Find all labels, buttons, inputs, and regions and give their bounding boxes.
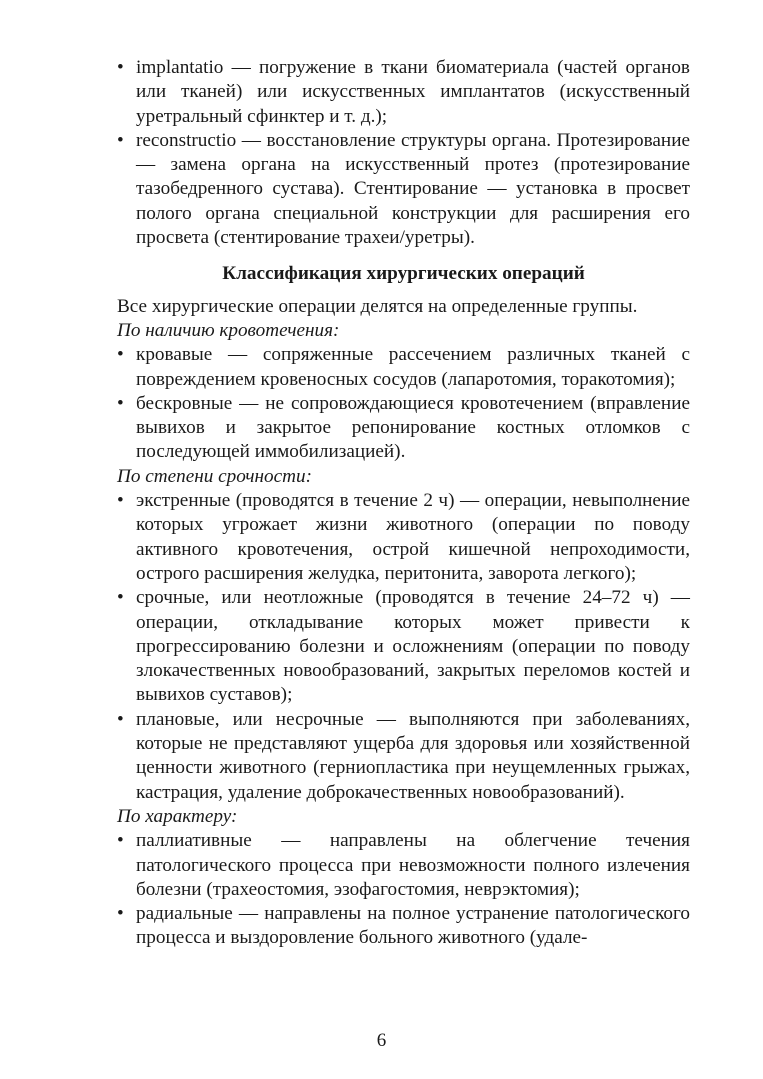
page-body <box>117 56 690 951</box>
bullet: • <box>117 129 124 151</box>
page-number: 6 <box>376 1030 387 1051</box>
list-item <box>117 56 690 129</box>
subsection-title: По наличию кровотечения: <box>117 319 340 341</box>
list-item-text: срочные, или неотложные (проводятся в течение 24–72 ч) — операции, откладывание которых может привести к прогрессированию болезни и осложнениям (операции по поводу злокачественных новообразований, закрытых переломов костей и вывихов суставов); <box>136 587 690 706</box>
bullet: • <box>117 344 124 366</box>
list-item-text: reconstructio — восстановление структуры органа. Протезирование — замена органа на искусственный протез (протезирование тазобедренного сустава). Стентирование — установка в просвет полого органа специальной конструкции для расширения его просвета (стентирование трахеи/уретры). <box>136 129 690 249</box>
subsection-title: По степени срочности: <box>117 465 312 487</box>
list-item-text: радиальные — направлены на полное устранение патологического процесса и выздоровление больного животного (удале- <box>136 903 690 949</box>
list-item <box>117 392 690 465</box>
list-item <box>117 489 690 586</box>
list-item <box>117 129 690 250</box>
bullet: • <box>117 708 124 730</box>
subsection-title: По характеру: <box>117 805 238 827</box>
list-item <box>117 343 690 392</box>
intro-paragraph: Все хирургические операции делятся на определенные группы. <box>117 295 638 317</box>
list-item <box>117 586 690 707</box>
list-item-text: паллиативные — направлены на облегчение течения патологического процесса при невозможности полного излечения болезни (трахеостомия, эзофагостомия, неврэктомия); <box>136 830 690 900</box>
list-item-text: implantatio — погружение в ткани биоматериала (частей органов или тканей) или искусственных имплантатов (искусственный уретральный сфинктер и т. д.); <box>136 57 690 127</box>
list-item-text: экстренные (проводятся в течение 2 ч) — операции, невыполнение которых угрожает жизни животного (операции по поводу активного кровотечения, острой кишечной непроходимости, острого расширения желудка, перитонита, заворота легкого); <box>136 490 690 584</box>
list-item <box>117 708 690 805</box>
bullet: • <box>117 57 124 78</box>
bullet: • <box>117 830 124 852</box>
bullet: • <box>117 392 124 414</box>
section-heading: Классификация хирургических операций <box>222 263 585 285</box>
bullet: • <box>117 490 124 512</box>
list-item-text: кровавые — сопряженные рассечением различных тканей с повреждением кровеносных сосудов (лапаротомия, торакотомия); <box>136 344 690 390</box>
bullet: • <box>117 903 124 925</box>
list-item-text: бескровные — не сопровождающиеся кровотечением (вправление вывихов и закрытое репонирование костных отломков с последующей иммобилизацией). <box>136 392 690 463</box>
list-item-text: плановые, или несрочные — выполняются при заболеваниях, которые не представляют ущерба для здоровья или хозяйственной ценности животного (герниопластика при неущемленных грыжах, кастрация, удаление доброкачественных новообразований). <box>136 708 690 803</box>
list-item <box>117 829 690 902</box>
list-item <box>117 902 690 951</box>
bullet: • <box>117 587 124 609</box>
